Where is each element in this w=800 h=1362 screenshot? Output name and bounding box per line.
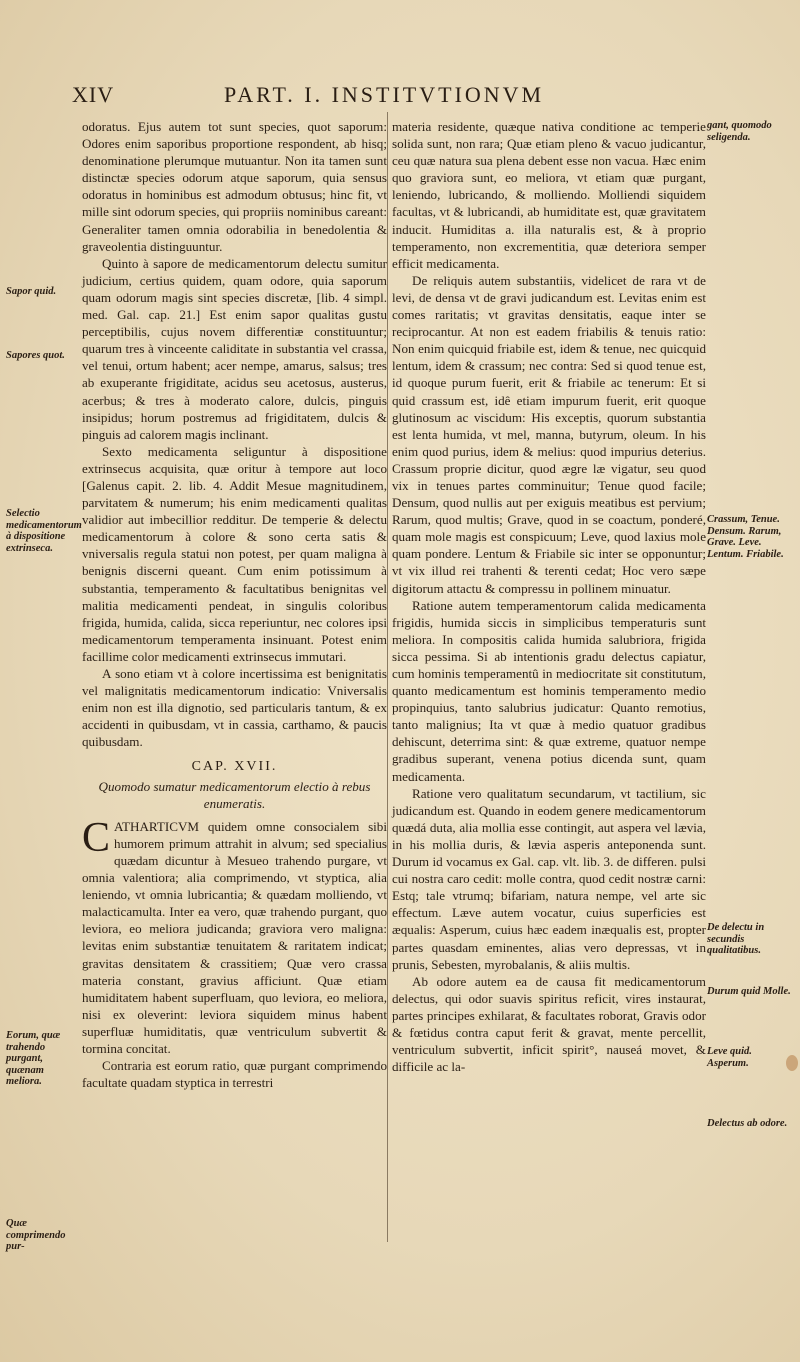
paragraph-with-dropcap (82, 814, 387, 1057)
paragraph: De reliquis autem substantiis, videlicet de rara vt de levi, de densa vt de gravi judicandum est. Levitas enim est comes raritatis; vt gravitas densitatis, eaque inter se reciprocantur. At non est eadem friabilis & tenuis ratio: Non enim quicquid friabile est, idem & tenue, nec quicquid lentum, idem & crassum; nec contra: Sed si quod tenue est, id quoque purum fuerit, erit & friabile ac tenerum: Et si quid crassum est, idê etiam impurum fuerit, erit quoque glutinosum ac viscidum: His exceptis, quorum substantia est lenta humida, vt mel, manna, butyrum, oleum. In his enim quod purius, idem & melius: quod impurius deterius. Crassum proprie dicitur, quod ægre læ vigatur, seu quod vix in tenues partes comminuitur; Tenue quod facile; Densum, quod nullis aut per exiguis meatibus est pervium; Rarum, quod multis; Grave, quod in se coactum, ponderé, quam mole magis est conspicuum; Leve, quod laxius mole quam pondere. Lentum & Friabile sic inter se opponuntur; vt vix illud rei trahenti & terenti cedat; Hoc vero sæpe digitorum attactu & compressu in pollinem minuatur. (392, 272, 706, 596)
drop-cap: C (82, 814, 111, 861)
running-title: PART. I. INSTITVTIONVM (224, 82, 545, 107)
margin-note-eorum: Eorum, quæ trahendo purgant, quænam meliora. (6, 1030, 61, 1087)
paper-stain (786, 1055, 798, 1071)
paragraph: A sono etiam vt à colore incertissima est benignitatis vel malignitatis medicamentorum indicatio: Vniversalis enim non est illa dignotio, sed particularis tantum, & ex accidenti in quibusdam, vt in cassia, carthamo, & paucis quibusdam. (82, 666, 387, 750)
paragraph: Ratione autem temperamentorum calida medicamenta frigidis, humida siccis in simplicibus temperaturis sunt meliora. In compositis calida humida salubriora, frigida sicca pessima. Si ab intentionis gradu delectus capiatur, cum hominis temperamentû in mediocritate sit constitutum, quanto medicamentum est hominis temperamento medio propinquius, tanto salubrius judicatur: Quanto remotius, tanto malignius; Ita vt quæ à medio quatuor gradibus dehiscunt, deterrima sint: & quæ extreme, quatuor nempe gradibus superant, venena potius dicenda sunt, quam medicamenta. (392, 597, 706, 784)
paragraph: Quinto à sapore de medicamentorum delectu sumitur judicium, certius quidem, quam odore, quia saporum quam odorum magis sint species discretæ, [lib. 4 simpl. med. Gal. cap. 21.] Est enim sapor qualitas gustu perceptibilis, cujus novem differentiæ constituuntur; quarum tres à vinceente caliditate in substantia vel crassa, vel tenui, ortum habent; acer nempe, amarus, salsus; tres ab exuperante frigiditate, acidus seu acetosus, austerus, acerbus; & tres à moderato calore, dulcis, pinguis insipidus; horum postremus ad frigiditatem, dulcis & pinguis ad calorem magis inclinant. (82, 255, 387, 442)
margin-note-quae-comprimendo: Quæ comprimendo pur- (6, 1218, 66, 1252)
page-header (72, 82, 722, 116)
margin-note-delectus-odore: Delectus ab odore. (707, 1118, 788, 1129)
paragraph: Ratione vero qualitatum secundarum, vt tactilium, sic judicandum est. Quando in eodem genere medicamentorum quædá duta, alia mollia esse contingit, aut aspera vel lævia, in his mollia duris, & lævia asperis anteponenda sunt. Durum id vocamus ex Gal. cap. vlt. lib. 3. de differen. pulsi cui nostra caro cedit: molle contra, quod cedit nostræ carni: Estq; tale vtrumq; bifariam, natura nempe, vel arte sic effectum. Læve autem vocatur, cuius superficies est æqualis: Asperum, cuius hæc eadem inæqualis est, propter partes quasdam eminentes, alias vero depressas, vt in prunis, Sebesten, myrobalanis, & aliis multis. (392, 785, 706, 972)
chapter-heading: CAP. XVII. (191, 759, 278, 775)
paragraph-text: ATHARTICVM quidem omne consocialem sibi humorem primum attrahit in alvum; sed specialius quædam dicuntur à Mesueo trahendo purgare, vt omnia valentiora; alia comprimendo, vt styptica, alia leniendo, vt omnia lubricantia; & quædam molliendo, vt malacticamulta. Inter ea vero, quæ trahendo purgant, quo leviora, eo meliora judicanda; graviora vero maligna: levitas enim substantiæ tenuitatem & raritatem indicat; gravitas densitatem & crassitiem; Quæ vero crassa materia constant, gravius afficiunt. Quæ etiam humiditatem habent superfluam, quo leviora, eo meliora, nisi ex oleverint: leviora siquidem minus habent superfluæ humiditatis, quæ ventriculum subvertit & tormina concitat. (82, 818, 387, 1056)
margin-note-crassum-list: Crassum, Tenue. Densum. Rarum, Grave. Leve. Lentum. Friabile. (707, 514, 784, 560)
left-column (82, 118, 387, 1091)
margin-note-durum: Durum quid Molle. (707, 986, 791, 997)
margin-note-de-delectu: De delectu in secundis qualitatibus. (707, 922, 765, 956)
margin-note-selectio: Selectio medicamentorum à dispositione extrinseca. (6, 508, 82, 554)
page-number: XIV (72, 82, 115, 107)
paragraph: odoratus. Ejus autem tot sunt species, quot saporum: Odores enim saporibus proportione respondent, ab hisq; denominatione plerumque mutuantur. Non ita tamen sunt distinctæ species odorum atque saporum, quia sensus odoratus in hominibus est admodum obtusus; hinc fit, vt mille sint odorum species, qui propriis nominibus careant: Generaliter tamen omnia odorabilia in benedolentia & graveolentia distinguuntur. (82, 119, 387, 254)
margin-note-gant-quomodo: gant, quomodo seligenda. (707, 120, 772, 143)
column-divider (387, 112, 388, 1242)
paragraph: Contraria est eorum ratio, quæ purgant comprimendo facultate quadam styptica in terrestri (82, 1058, 387, 1091)
paragraph: Ab odore autem ea de causa fit medicamentorum delectus, qui odor suavis spiritus reficit, vires instaurat, partes principes exhilarat, & facultates roborat, Gravis odor & fœtidus contra caput ferit & gravat, mente percellit, ventriculum subvertit, inficit spirit°, nauseá movet, & difficile ac la- (392, 973, 706, 1075)
margin-note-sapores-quot: Sapores quot. (6, 350, 65, 361)
paragraph: materia residente, quæque nativa conditione ac temperie solida sunt, non rara; Quæ etiam pleno & vacuo judicantur, ceu quæ natura sua plena debent esse non vacua. Hæc enim quo graviora sunt, eo meliora, vt etiam quæ purgant, leniendo, lubricando, & molliendo. Molliendi siquidem facultas, vt & lubricandi, ab humiditate est, quæ gravitatem inducit. Humiditas a. illa naturalis est, & à proprio temperamento, non excrementitia, quæ deteriora semper efficit medicamenta. (392, 119, 706, 271)
margin-note-leve: Leve quid. Asperum. (707, 1046, 752, 1069)
margin-note-sapor-quid: Sapor quid. (6, 286, 57, 297)
right-column (392, 118, 706, 1075)
paragraph: Sexto medicamenta seliguntur à dispositione extrinsecus acquisita, quæ oritur à tempore aut loco [Galenus capit. 2. lib. 4. Addit Mesue magnitudinem, parvitatem & numerum; his enim medicamenti qualitas validior aut imbecillior redditur. De temperie & delectu medicamentorum à colore & sono certa satis & vniversalis regula statui non potest, per quam maligna à benignis discerni queant. Cum enim potissimum à substantia, temperamento & facultatibus benignitas vel malitia medicamenti pendeat, in singulis coloribus frigida, humida, calida, sicca reperiuntur, nec colores ipsi medicamentorum temperamenta insinuant. Potest enim facillime color medicamenti extrinsecus immutari. (82, 443, 387, 664)
chapter-subtitle: Quomodo sumatur medicamentorum electio à rebus enumeratis. (98, 778, 371, 811)
